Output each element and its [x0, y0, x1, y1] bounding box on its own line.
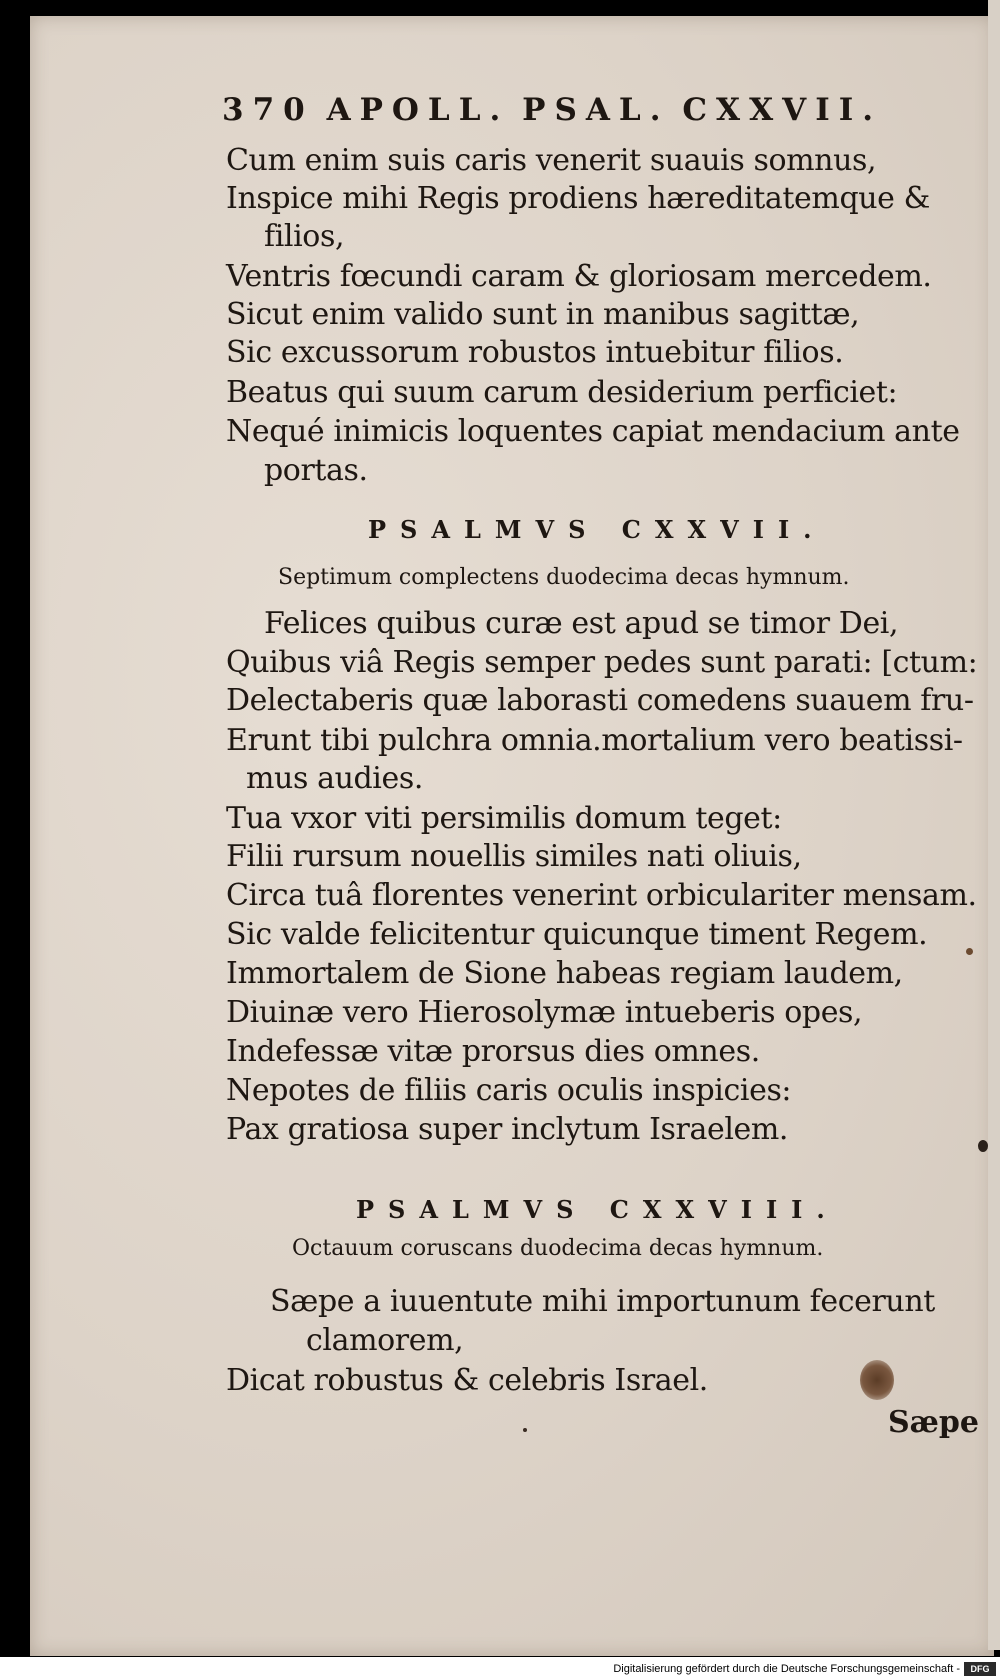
verse-line: Pax gratiosa super inclytum Israelem.: [226, 1112, 789, 1147]
catchword: Sæpe: [888, 1405, 979, 1440]
verse-line: Ventris fœcundi caram & gloriosam mercedem.: [226, 259, 932, 294]
psalm-subtitle: Octauum coruscans duodecima decas hymnum.: [292, 1236, 824, 1261]
psalm-subtitle: Septimum complectens duodecima decas hymnum.: [278, 565, 850, 590]
verse-line: Sicut enim valido sunt in manibus sagittæ,: [226, 297, 860, 332]
footer-credit: Digitalisierung gefördert durch die Deutsche Forschungsgemeinschaft -: [613, 1663, 960, 1675]
verse-line: Inspice mihi Regis prodiens hæreditatemque &: [226, 181, 930, 216]
verse-line: filios,: [264, 219, 345, 254]
verse-line: Nequé inimicis loquentes capiat mendacium ante: [226, 414, 960, 449]
verse-line: Cum enim suis caris venerit suauis somnus,: [226, 143, 877, 178]
verse-line: Sæpe a iuuentute mihi importunum fecerunt: [270, 1284, 935, 1319]
running-header: [222, 92, 882, 128]
dfg-logo: DFG: [964, 1662, 996, 1676]
verse-line: Tua vxor viti persimilis domum teget:: [226, 801, 782, 836]
verse-line: Sic valde felicitentur quicunque timent Regem.: [226, 917, 928, 952]
verse-line: Felices quibus curæ est apud se timor Dei,: [264, 606, 899, 641]
psalm-title: PSALMVS CXXVII.: [368, 515, 826, 544]
verse-line: Beatus qui suum carum desiderium perficiet:: [226, 375, 898, 410]
header-author: APOLL.: [326, 92, 510, 128]
verse-line: Diuinæ vero Hierosolymæ intueberis opes,: [226, 995, 863, 1030]
verse-line: Delectaberis quæ laborasti comedens suauem fru-: [226, 683, 974, 718]
page-number: 370: [222, 92, 314, 128]
header-book: PSAL.: [522, 92, 670, 128]
verse-line: Filii rursum nouellis similes nati oliuis,: [226, 839, 802, 874]
verse-line: Quibus viâ Regis semper pedes sunt parati: [ctum:: [226, 645, 978, 680]
verse-line: Sic excussorum robustos intuebitur filios.: [226, 335, 844, 370]
stain: [523, 1428, 527, 1432]
verse-line: Nepotes de filiis caris oculis inspicies:: [226, 1073, 792, 1108]
header-psalm: CXXVII.: [682, 92, 882, 128]
page-edge: [988, 0, 1000, 1650]
verse-line: Dicat robustus & celebris Israel.: [226, 1363, 708, 1398]
psalm-title: PSALMVS CXXVIII.: [356, 1195, 839, 1224]
stain: [978, 1140, 988, 1152]
stain: [966, 948, 973, 955]
verse-line: Circa tuâ florentes venerint orbiculariter mensam.: [226, 878, 977, 913]
verse-line: mus audies.: [246, 761, 423, 796]
verse-line: Immortalem de Sione habeas regiam laudem,: [226, 956, 903, 991]
verse-line: portas.: [264, 453, 368, 488]
verse-line: clamorem,: [306, 1323, 464, 1358]
footer-bar: [0, 1657, 1000, 1679]
verse-line: Indefessæ vitæ prorsus dies omnes.: [226, 1034, 760, 1069]
stain: [860, 1360, 894, 1400]
verse-line: Erunt tibi pulchra omnia.mortalium vero beatissi-: [226, 723, 963, 758]
